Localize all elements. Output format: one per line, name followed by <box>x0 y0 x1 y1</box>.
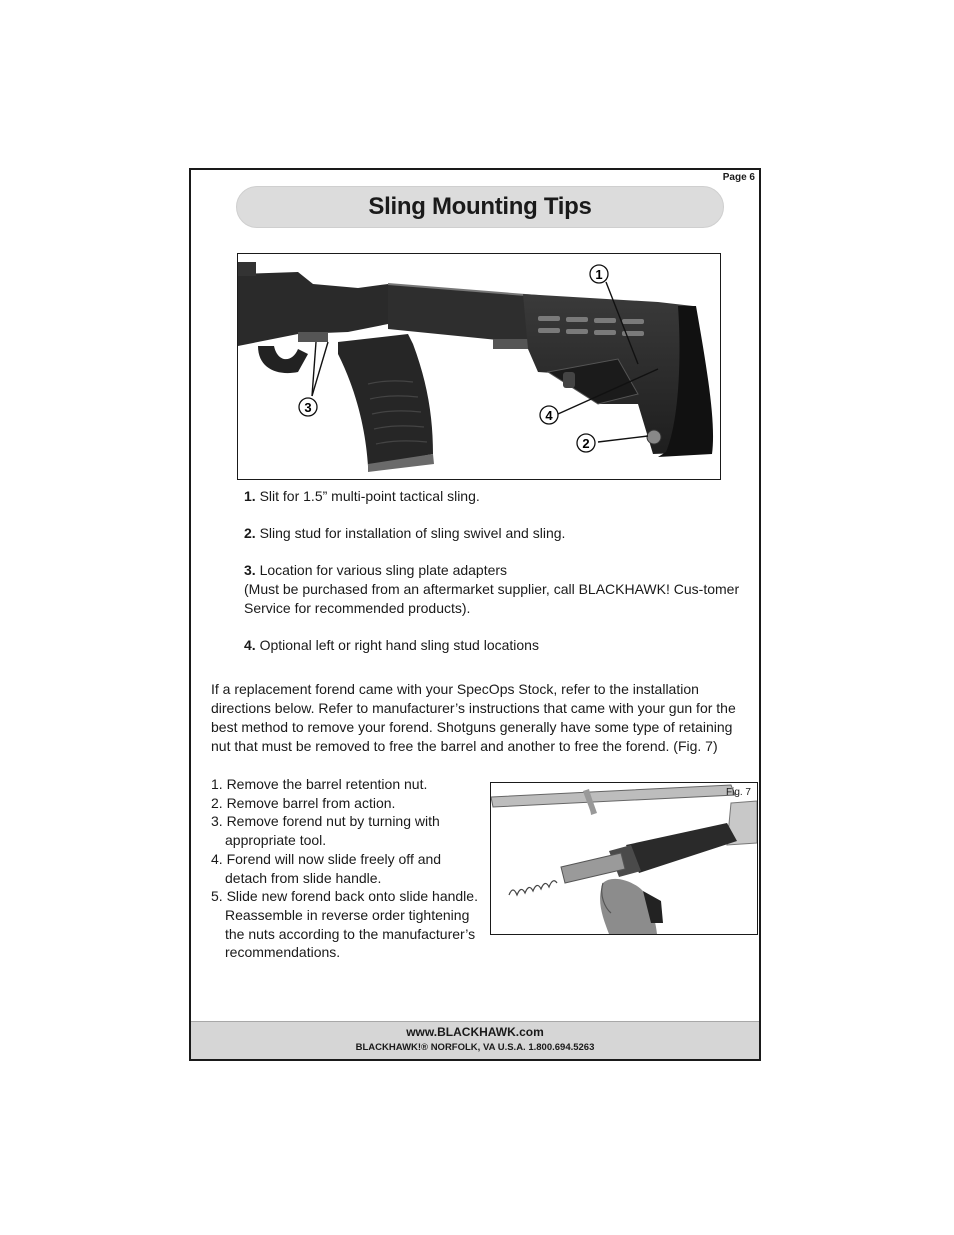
callout-item-4: 4. Optional left or right hand sling stud locations <box>244 637 539 653</box>
svg-text:3: 3 <box>304 400 312 415</box>
footer-address: BLACKHAWK!® NORFOLK, VA U.S.A. 1.800.694.5263 <box>355 1042 595 1053</box>
svg-text:1: 1 <box>595 267 603 282</box>
footer-url[interactable]: www.BLACKHAWK.com <box>406 1025 544 1039</box>
svg-text:4: 4 <box>545 408 553 423</box>
callout-item-2: 2. Sling stud for installation of sling swivel and sling. <box>244 525 566 541</box>
callout-marker-4 <box>540 406 558 424</box>
forend-photo <box>490 782 758 935</box>
callout-marker-3 <box>299 398 317 416</box>
stock-photo <box>237 253 721 480</box>
callout-marker-2 <box>577 434 595 452</box>
title-banner <box>236 186 724 228</box>
callout-descriptions <box>244 487 744 673</box>
page-number: Page 6 <box>722 172 755 183</box>
stock-illustration <box>238 254 720 479</box>
intro-paragraph: If a replacement forend came with your SpecOps Stock, refer to the installation directions below. Refer to manufacturer’s instructions that came with your gun for the best method to remove your forend. Shotguns generally have some type of retaining nut that must be removed to free the barrel and another to free the forend. (Fig. 7) <box>211 681 736 754</box>
callout-item-1: 1. Slit for 1.5” multi-point tactical sling. <box>244 488 480 504</box>
page-title: Sling Mounting Tips <box>368 193 592 220</box>
list-item: 2. Remove barrel from action. <box>211 794 396 811</box>
list-item: 5. Slide new forend back onto slide handle. Reassemble in reverse order tightening the nuts according to the manufacturer’s recommendations. <box>211 888 478 961</box>
page-frame <box>189 168 761 1061</box>
list-item: 4. Forend will now slide freely off and detach from slide handle. <box>211 850 442 886</box>
footer <box>191 1021 759 1059</box>
forend-illustration <box>491 783 757 934</box>
list-item: 3. Remove forend nut by turning with appropriate tool. <box>211 813 440 849</box>
instruction-steps <box>211 775 486 962</box>
svg-text:2: 2 <box>582 436 590 451</box>
figure-label: Fig. 7 <box>725 787 751 798</box>
callout-item-3: 3. Location for various sling plate adapters (Must be purchased from an aftermarket supplier, call BLACKHAWK! Cus-tomer Service for recommended products). <box>244 562 740 616</box>
list-item: 1. Remove the barrel retention nut. <box>211 776 428 792</box>
callout-marker-1 <box>590 265 608 283</box>
